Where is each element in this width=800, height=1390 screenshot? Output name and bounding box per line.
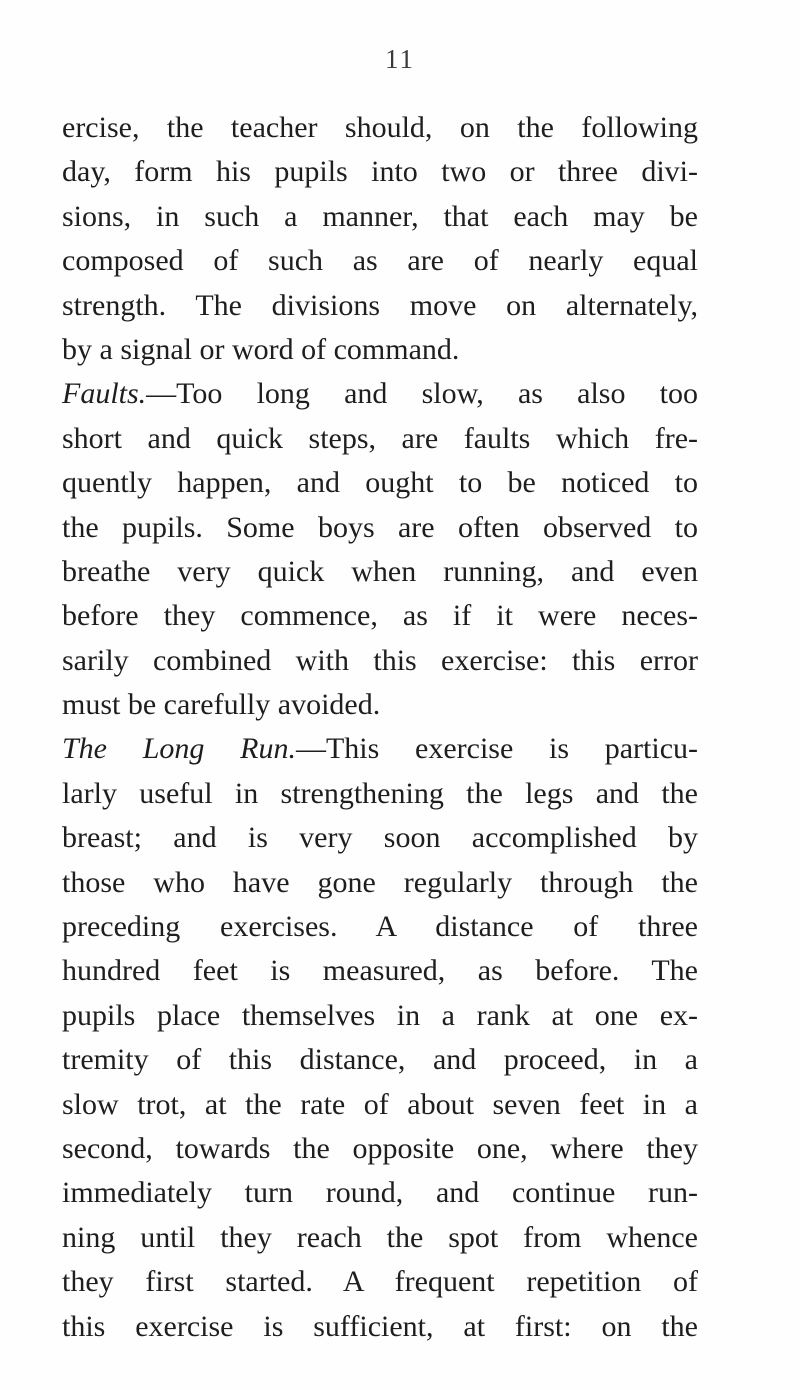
text-line	[62, 1127, 698, 1171]
text-line	[62, 994, 698, 1038]
text-line	[62, 1083, 698, 1127]
text-line	[62, 905, 698, 949]
line-text: ercise, the teacher should, on the following	[62, 111, 698, 144]
line-text: ning until they reach the spot from whence	[62, 1220, 698, 1254]
line-text: must be carefully avoided.	[62, 688, 381, 722]
text-line	[62, 1260, 698, 1304]
line-text: breast; and is very soon accomplished by	[62, 821, 698, 855]
line-text: tremity of this distance, and proceed, in a	[62, 1043, 698, 1077]
text-line	[62, 1305, 698, 1349]
text-line	[62, 328, 698, 372]
line-text: strength. The divisions move on alternately,	[62, 288, 698, 322]
text-line	[62, 1216, 698, 1260]
line-text: the pupils. Some boys are often observed to	[62, 510, 698, 544]
section-heading: The Long Run.	[62, 732, 296, 766]
line-text: slow trot, at the rate of about seven feet in a	[62, 1087, 698, 1121]
line-text: day, form his pupils into two or three divi-	[62, 155, 698, 189]
text-line	[62, 106, 698, 150]
line-text: composed of such as are of nearly equal	[62, 244, 698, 278]
line-text: pupils place themselves in a rank at one ex-	[62, 998, 698, 1032]
line-text: they first started. A frequent repetition of	[62, 1265, 698, 1299]
text-line	[62, 195, 698, 239]
text-line	[62, 417, 698, 461]
line-text: short and quick steps, are faults which fre-	[62, 421, 698, 455]
line-text: —This exercise is particu-	[295, 732, 698, 766]
line-text: preceding exercises. A distance of three	[62, 910, 698, 944]
text-line	[62, 284, 698, 328]
text-line	[62, 239, 698, 283]
body-text	[62, 106, 698, 1349]
text-line	[62, 372, 698, 416]
text-line	[62, 506, 698, 550]
text-line	[62, 683, 698, 727]
line-text: breathe very quick when running, and even	[62, 554, 698, 588]
text-line	[62, 772, 698, 816]
line-text: sions, in such a manner, that each may be	[62, 199, 698, 233]
section-heading: Faults.	[62, 377, 147, 411]
text-line	[62, 1171, 698, 1215]
page-number: 11	[385, 44, 415, 74]
line-text: hundred feet is measured, as before. The	[62, 954, 698, 988]
line-text: —Too long and slow, as also too	[146, 377, 698, 411]
line-text: those who have gone regularly through the	[62, 865, 698, 899]
text-line	[62, 639, 698, 683]
text-line	[62, 594, 698, 638]
line-text: by a signal or word of command.	[62, 332, 460, 366]
text-line	[62, 816, 698, 860]
line-text: immediately turn round, and continue run-	[62, 1176, 698, 1210]
line-text: this exercise is sufficient, at first: on the	[62, 1309, 698, 1343]
text-line	[62, 150, 698, 194]
text-line	[62, 461, 698, 505]
line-text: second, towards the opposite one, where they	[62, 1131, 698, 1165]
line-text: sarily combined with this exercise: this error	[62, 643, 698, 677]
text-line	[62, 861, 698, 905]
text-line	[62, 727, 698, 771]
text-line	[62, 550, 698, 594]
text-line	[62, 949, 698, 993]
line-text: larly useful in strengthening the legs and the	[62, 776, 698, 810]
line-text: quently happen, and ought to be noticed to	[62, 466, 698, 500]
text-line	[62, 1038, 698, 1082]
line-text: before they commence, as if it were neces-	[62, 599, 698, 633]
